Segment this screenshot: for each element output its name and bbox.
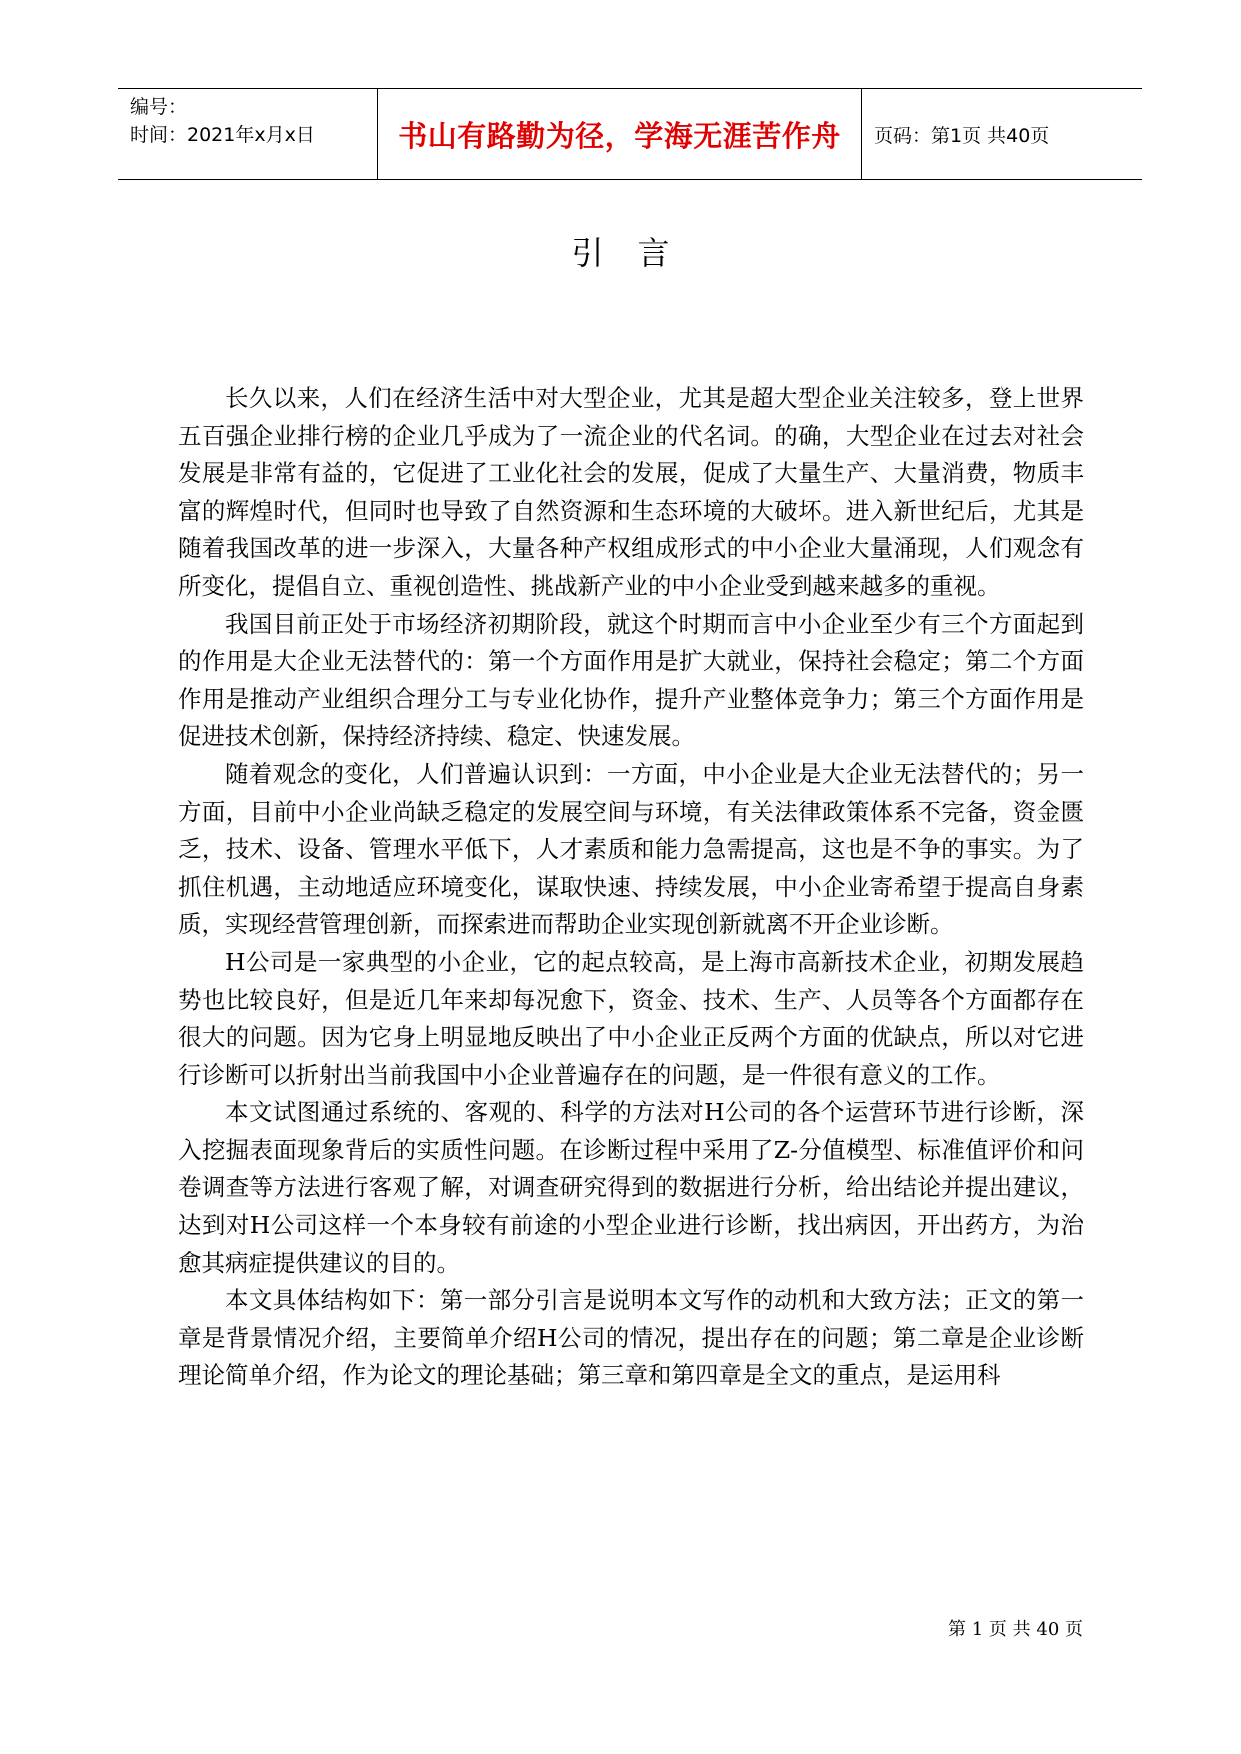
header-motto-cell (378, 89, 862, 179)
paragraph: 本文试图通过系统的、客观的、科学的方法对H公司的各个运营环节进行诊断，深入挖掘表面现象背后的实质性问题。在诊断过程中采用了Z-分值模型、标准值评价和问卷调查等方法进行客观了解，对调查研究得到的数据进行分析，给出结论并提出建议，达到对H公司这样一个本身较有前途的小型企业进行诊断，找出病因，开出药方，为治愈其病症提供建议的目的。 (178, 1098, 1084, 1277)
document-number-label: 编号： (130, 96, 188, 118)
document-time-label: 时间：2021年x月x日 (130, 124, 315, 146)
paragraph: 长久以来，人们在经济生活中对大型企业，尤其是超大型企业关注较多，登上世界五百强企业排行榜的企业几乎成为了一流企业的代名词。的确，大型企业在过去对社会发展是非常有益的，它促进了工业化社会的发展，促成了大量生产、大量消费，物质丰富的辉煌时代，但同时也导致了自然资源和生态环境的大破坏。进入新世纪后，尤其是随着我国改革的进一步深入，大量各种产权组成形式的中小企业大量涌现，人们观念有所变化，提倡自立、重视创造性、挑战新产业的中小企业受到越来越多的重视。 (178, 384, 1084, 600)
paragraph: 随着观念的变化，人们普遍认识到：一方面，中小企业是大企业无法替代的；另一方面，目前中小企业尚缺乏稳定的发展空间与环境，有关法律政策体系不完备，资金匮乏，技术、设备、管理水平低下，人才素质和能力急需提高，这也是不争的事实。为了抓住机遇，主动地适应环境变化，谋取快速、持续发展，中小企业寄希望于提高自身素质，实现经营管理创新，而探索进而帮助企业实现创新就离不开企业诊断。 (178, 759, 1084, 939)
header-motto: 书山有路勤为径，学海无涯苦作舟 (398, 118, 841, 153)
paragraph: 我国目前正处于市场经济初期阶段，就这个时期而言中小企业至少有三个方面起到的作用是大企业无法替代的：第一个方面作用是扩大就业，保持社会稳定；第二个方面作用是推动产业组织合理分工与专业化协作，提升产业整体竞争力；第三个方面作用是促进技术创新，保持经济持续、稳定、快速发展。 (178, 609, 1084, 751)
document-header (118, 88, 1142, 180)
paragraph: H公司是一家典型的小企业，它的起点较高，是上海市高新技术企业，初期发展趋势也比较良好，但是近几年来却每况愈下，资金、技术、生产、人员等各个方面都存在很大的问题。因为它身上明显地反映出了中小企业正反两个方面的优缺点，所以对它进行诊断可以折射出当前我国中小企业普遍存在的问题，是一件很有意义的工作。 (178, 947, 1084, 1089)
header-info-cell (118, 89, 378, 179)
page-title: 引言 (571, 234, 704, 272)
document-body (178, 380, 1084, 1395)
page-footer: 第 1 页 共 40 页 (948, 1619, 1083, 1640)
header-page-label: 页码：第1页 共40页 (874, 124, 1050, 147)
paragraph: 本文具体结构如下：第一部分引言是说明本文写作的动机和大致方法；正文的第一章是背景情况介绍，主要简单介绍H公司的情况，提出存在的问题；第二章是企业诊断理论简单介绍，作为论文的理论基础；第三章和第四章是全文的重点，是运用科 (178, 1286, 1084, 1390)
header-page-cell (862, 89, 1142, 179)
